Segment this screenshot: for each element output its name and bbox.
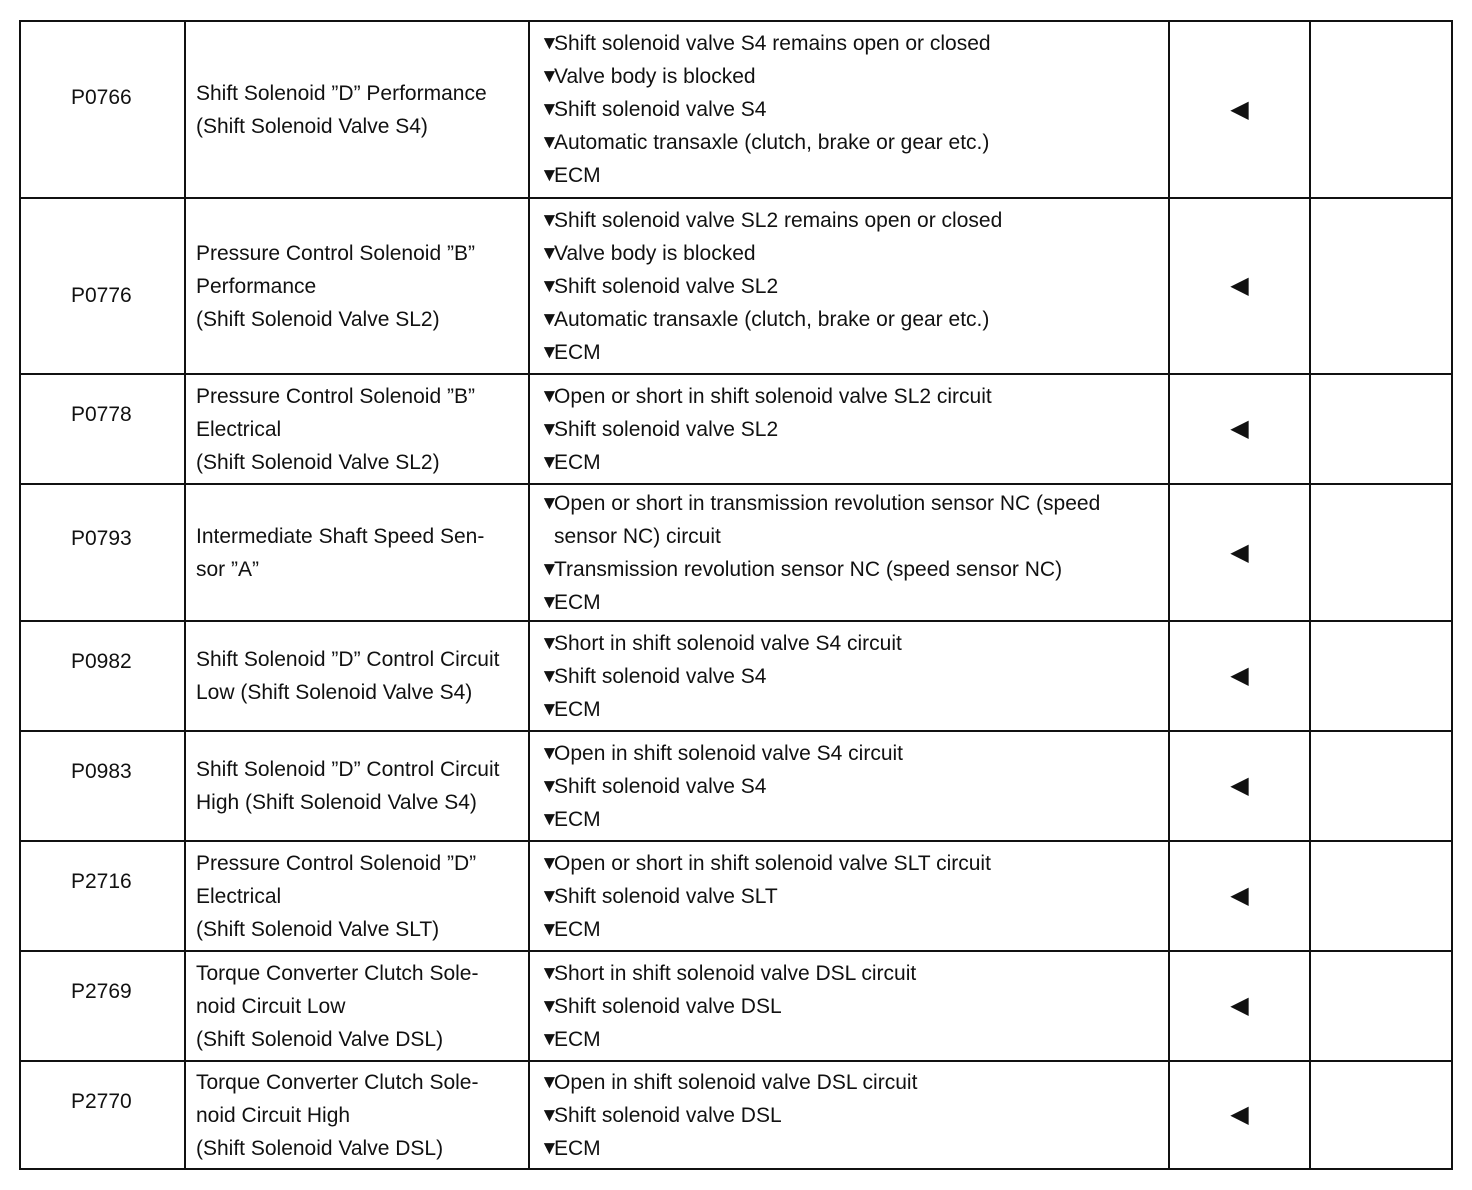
- bullet-triangle-icon: ▼: [540, 99, 559, 120]
- mil-cell: [1169, 484, 1310, 621]
- dtc-table-body: [20, 21, 1452, 1169]
- dtc-table: [19, 20, 1453, 1170]
- memory-cell: [1310, 21, 1452, 198]
- dtc-description-line: Torque Converter Clutch Sole-: [196, 1070, 479, 1094]
- dtc-description-cell: [185, 841, 529, 951]
- dtc-description-line: sor ”A”: [196, 557, 259, 581]
- bullet-triangle-icon: ▼: [540, 962, 559, 984]
- mil-cell: [1169, 198, 1310, 374]
- trouble-area-item: [540, 380, 1168, 413]
- bullet-triangle-icon: ▼: [540, 698, 559, 720]
- trouble-area-item: [540, 204, 1168, 237]
- table-row: [20, 621, 1452, 731]
- bullet-triangle-icon: ▼: [540, 918, 559, 940]
- dtc-description-line: Intermediate Shaft Speed Sen-: [196, 524, 485, 548]
- bullet-triangle-icon: ▼: [540, 632, 559, 654]
- table-row: [20, 841, 1452, 951]
- memory-cell: [1310, 951, 1452, 1061]
- mil-indicator-icon: ◀: [1230, 662, 1249, 689]
- trouble-area-text: Valve body is blocked: [554, 65, 756, 88]
- memory-cell: [1310, 731, 1452, 841]
- trouble-area-text: ECM: [554, 917, 601, 941]
- mil-indicator-icon: ◀: [1230, 1101, 1249, 1128]
- trouble-area-item: [540, 336, 1168, 369]
- mil-indicator-icon: ◀: [1230, 95, 1249, 123]
- trouble-area-cell: [529, 374, 1169, 484]
- mil-cell: [1169, 21, 1310, 198]
- mil-indicator-icon: ◀: [1230, 992, 1249, 1019]
- dtc-description-line: Pressure Control Solenoid ”B”: [196, 241, 475, 265]
- memory-cell: [1310, 621, 1452, 731]
- dtc-description-line: (Shift Solenoid Valve DSL): [196, 1136, 444, 1160]
- bullet-triangle-icon: ▼: [540, 308, 559, 330]
- trouble-area-text: Open or short in shift solenoid valve SLT circuit: [554, 851, 991, 875]
- trouble-area-text: Shift solenoid valve DSL: [554, 994, 782, 1018]
- trouble-area-text: Valve body is blocked: [554, 241, 756, 265]
- trouble-area-text: ECM: [554, 590, 601, 614]
- bullet-triangle-icon: ▼: [540, 242, 559, 264]
- dtc-code-cell: [20, 951, 185, 1061]
- memory-cell: [1310, 841, 1452, 951]
- table-row: [20, 21, 1452, 198]
- trouble-area-item: [540, 93, 1168, 126]
- dtc-code: P2770: [71, 1090, 132, 1113]
- dtc-code-cell: [20, 731, 185, 841]
- bullet-triangle-icon: ▼: [540, 1137, 559, 1159]
- dtc-description-line: Electrical: [196, 884, 282, 908]
- trouble-area-text: Automatic transaxle (clutch, brake or gear etc.): [554, 131, 990, 154]
- dtc-description-cell: [185, 484, 529, 621]
- trouble-area-text: Automatic transaxle (clutch, brake or gear etc.): [554, 307, 990, 331]
- dtc-description-line: (Shift Solenoid Valve SL2): [196, 307, 440, 331]
- trouble-area-text: ECM: [554, 807, 601, 831]
- trouble-area-text: Shift solenoid valve S4: [554, 98, 767, 121]
- trouble-area-item: [540, 880, 1168, 913]
- trouble-area-item: [540, 990, 1168, 1023]
- dtc-description-line: Shift Solenoid ”D” Performance: [196, 81, 487, 105]
- bullet-triangle-icon: ▼: [540, 885, 559, 907]
- trouble-area-text: Shift solenoid valve SL2 remains open or closed: [554, 208, 1003, 232]
- trouble-area-text: Shift solenoid valve S4: [554, 774, 767, 798]
- trouble-area-cell: [529, 1061, 1169, 1169]
- trouble-area-item: [540, 737, 1168, 770]
- trouble-area-item: [540, 1099, 1168, 1132]
- bullet-triangle-icon: ▼: [540, 558, 559, 580]
- mil-indicator-icon: ◀: [1230, 538, 1249, 566]
- bullet-triangle-icon: ▼: [540, 33, 559, 54]
- bullet-triangle-icon: ▼: [540, 451, 559, 473]
- dtc-code-cell: [20, 1061, 185, 1169]
- bullet-triangle-icon: ▼: [540, 341, 559, 363]
- trouble-area-cell: [529, 731, 1169, 841]
- dtc-code: P0982: [71, 650, 132, 673]
- trouble-area-text: Shift solenoid valve S4: [554, 664, 767, 688]
- table-row: [20, 484, 1452, 621]
- trouble-area-text: Shift solenoid valve SLT: [554, 884, 778, 908]
- dtc-code-cell: [20, 484, 185, 621]
- bullet-triangle-icon: ▼: [540, 132, 559, 153]
- trouble-area-text: Open or short in transmission revolution sensor NC (speed sensor NC) circuit: [554, 491, 1101, 548]
- trouble-area-item: [540, 270, 1168, 303]
- bullet-triangle-icon: ▼: [540, 852, 559, 874]
- mil-indicator-icon: ◀: [1230, 415, 1249, 442]
- dtc-description-line: (Shift Solenoid Valve SLT): [196, 917, 440, 941]
- bullet-triangle-icon: ▼: [540, 66, 559, 87]
- trouble-area-cell: [529, 21, 1169, 198]
- memory-cell: [1310, 374, 1452, 484]
- bullet-triangle-icon: ▼: [540, 385, 559, 407]
- memory-cell: [1310, 1061, 1452, 1169]
- table-row: [20, 374, 1452, 484]
- dtc-description-line: Torque Converter Clutch Sole-: [196, 961, 479, 985]
- dtc-description-cell: [185, 374, 529, 484]
- trouble-area-item: [540, 553, 1168, 586]
- mil-cell: [1169, 841, 1310, 951]
- trouble-area-item: [540, 770, 1168, 803]
- table-row: [20, 731, 1452, 841]
- table-row: [20, 198, 1452, 374]
- trouble-area-text: ECM: [554, 697, 601, 721]
- bullet-triangle-icon: ▼: [540, 665, 559, 687]
- bullet-triangle-icon: ▼: [540, 165, 559, 186]
- dtc-description-line: High (Shift Solenoid Valve S4): [196, 791, 477, 814]
- trouble-area-text: Shift solenoid valve S4 remains open or closed: [554, 32, 991, 55]
- bullet-triangle-icon: ▼: [540, 995, 559, 1017]
- dtc-code-cell: [20, 841, 185, 951]
- table-row: [20, 951, 1452, 1061]
- trouble-area-text: ECM: [554, 1027, 601, 1051]
- dtc-description-line: Performance: [196, 274, 317, 298]
- dtc-description-line: noid Circuit High: [196, 1103, 351, 1127]
- bullet-triangle-icon: ▼: [540, 209, 559, 231]
- dtc-description-cell: [185, 198, 529, 374]
- bullet-triangle-icon: ▼: [540, 1071, 559, 1093]
- dtc-code-cell: [20, 621, 185, 731]
- bullet-triangle-icon: ▼: [540, 1028, 559, 1050]
- trouble-area-cell: [529, 198, 1169, 374]
- trouble-area-item: [540, 126, 1168, 159]
- dtc-description-line: (Shift Solenoid Valve S4): [196, 114, 428, 138]
- trouble-area-text: Shift solenoid valve SL2: [554, 417, 779, 441]
- mil-cell: [1169, 621, 1310, 731]
- dtc-description-line: (Shift Solenoid Valve SL2): [196, 450, 440, 474]
- memory-cell: [1310, 484, 1452, 621]
- mil-indicator-icon: ◀: [1230, 772, 1249, 799]
- trouble-area-text: ECM: [554, 1136, 601, 1160]
- trouble-area-item: [540, 693, 1168, 726]
- dtc-code: P2769: [71, 980, 132, 1003]
- trouble-area-item: [540, 1066, 1168, 1099]
- trouble-area-item: [540, 237, 1168, 270]
- bullet-triangle-icon: ▼: [540, 1104, 559, 1126]
- trouble-area-item: [540, 586, 1168, 619]
- trouble-area-text: Short in shift solenoid valve DSL circuit: [554, 961, 917, 985]
- trouble-area-item: [540, 159, 1168, 192]
- dtc-description-line: Low (Shift Solenoid Valve S4): [196, 681, 473, 704]
- trouble-area-text: Shift solenoid valve DSL: [554, 1103, 782, 1127]
- trouble-area-text: Shift solenoid valve SL2: [554, 274, 779, 298]
- bullet-triangle-icon: ▼: [540, 808, 559, 830]
- dtc-description-cell: [185, 951, 529, 1061]
- trouble-area-text: Transmission revolution sensor NC (speed sensor NC): [554, 557, 1063, 581]
- trouble-area-item: [540, 303, 1168, 336]
- dtc-code-cell: [20, 21, 185, 198]
- trouble-area-item: [540, 1023, 1168, 1056]
- dtc-code-cell: [20, 198, 185, 374]
- bullet-triangle-icon: ▼: [540, 742, 559, 764]
- trouble-area-text: Short in shift solenoid valve S4 circuit: [554, 631, 902, 655]
- trouble-area-item: [540, 913, 1168, 946]
- mil-indicator-icon: ◀: [1230, 882, 1249, 909]
- mil-cell: [1169, 374, 1310, 484]
- dtc-description-line: Pressure Control Solenoid ”D”: [196, 851, 477, 875]
- memory-cell: [1310, 198, 1452, 374]
- dtc-description-line: noid Circuit Low: [196, 994, 346, 1018]
- trouble-area-item: [540, 847, 1168, 880]
- trouble-area-text: ECM: [554, 164, 601, 187]
- mil-cell: [1169, 731, 1310, 841]
- trouble-area-item: [540, 27, 1168, 60]
- dtc-code: P0766: [71, 86, 132, 109]
- trouble-area-item: [540, 60, 1168, 93]
- trouble-area-item: [540, 803, 1168, 836]
- trouble-area-item: [540, 627, 1168, 660]
- bullet-triangle-icon: ▼: [540, 775, 559, 797]
- trouble-area-item: [540, 413, 1168, 446]
- bullet-triangle-icon: ▼: [540, 418, 559, 440]
- dtc-description-cell: [185, 621, 529, 731]
- dtc-description-cell: [185, 1061, 529, 1169]
- trouble-area-item: [540, 1132, 1168, 1165]
- trouble-area-text: ECM: [554, 450, 601, 474]
- trouble-area-item: [540, 446, 1168, 479]
- bullet-triangle-icon: ▼: [540, 492, 559, 514]
- dtc-code: P2716: [71, 870, 132, 893]
- dtc-description-line: Pressure Control Solenoid ”B”: [196, 384, 475, 408]
- dtc-code: P0793: [71, 527, 132, 550]
- dtc-description-cell: [185, 731, 529, 841]
- mil-cell: [1169, 1061, 1310, 1169]
- bullet-triangle-icon: ▼: [540, 591, 559, 613]
- dtc-description-cell: [185, 21, 529, 198]
- dtc-code: P0983: [71, 760, 132, 783]
- trouble-area-text: ECM: [554, 340, 601, 364]
- dtc-code: P0776: [71, 284, 132, 307]
- trouble-area-item: [540, 487, 1168, 553]
- dtc-description-line: Electrical: [196, 417, 282, 441]
- dtc-code: P0778: [71, 403, 132, 426]
- trouble-area-text: Open or short in shift solenoid valve SL2 circuit: [554, 384, 992, 408]
- trouble-area-text: Open in shift solenoid valve S4 circuit: [554, 741, 904, 765]
- trouble-area-item: [540, 957, 1168, 990]
- dtc-code-cell: [20, 374, 185, 484]
- table-row: [20, 1061, 1452, 1169]
- dtc-description-line: Shift Solenoid ”D” Control Circuit: [196, 758, 500, 781]
- dtc-description-line: (Shift Solenoid Valve DSL): [196, 1027, 444, 1051]
- mil-indicator-icon: ◀: [1230, 272, 1249, 299]
- bullet-triangle-icon: ▼: [540, 275, 559, 297]
- trouble-area-cell: [529, 484, 1169, 621]
- mil-cell: [1169, 951, 1310, 1061]
- trouble-area-cell: [529, 841, 1169, 951]
- trouble-area-text: Open in shift solenoid valve DSL circuit: [554, 1070, 918, 1094]
- trouble-area-cell: [529, 621, 1169, 731]
- trouble-area-item: [540, 660, 1168, 693]
- trouble-area-cell: [529, 951, 1169, 1061]
- dtc-description-line: Shift Solenoid ”D” Control Circuit: [196, 648, 500, 671]
